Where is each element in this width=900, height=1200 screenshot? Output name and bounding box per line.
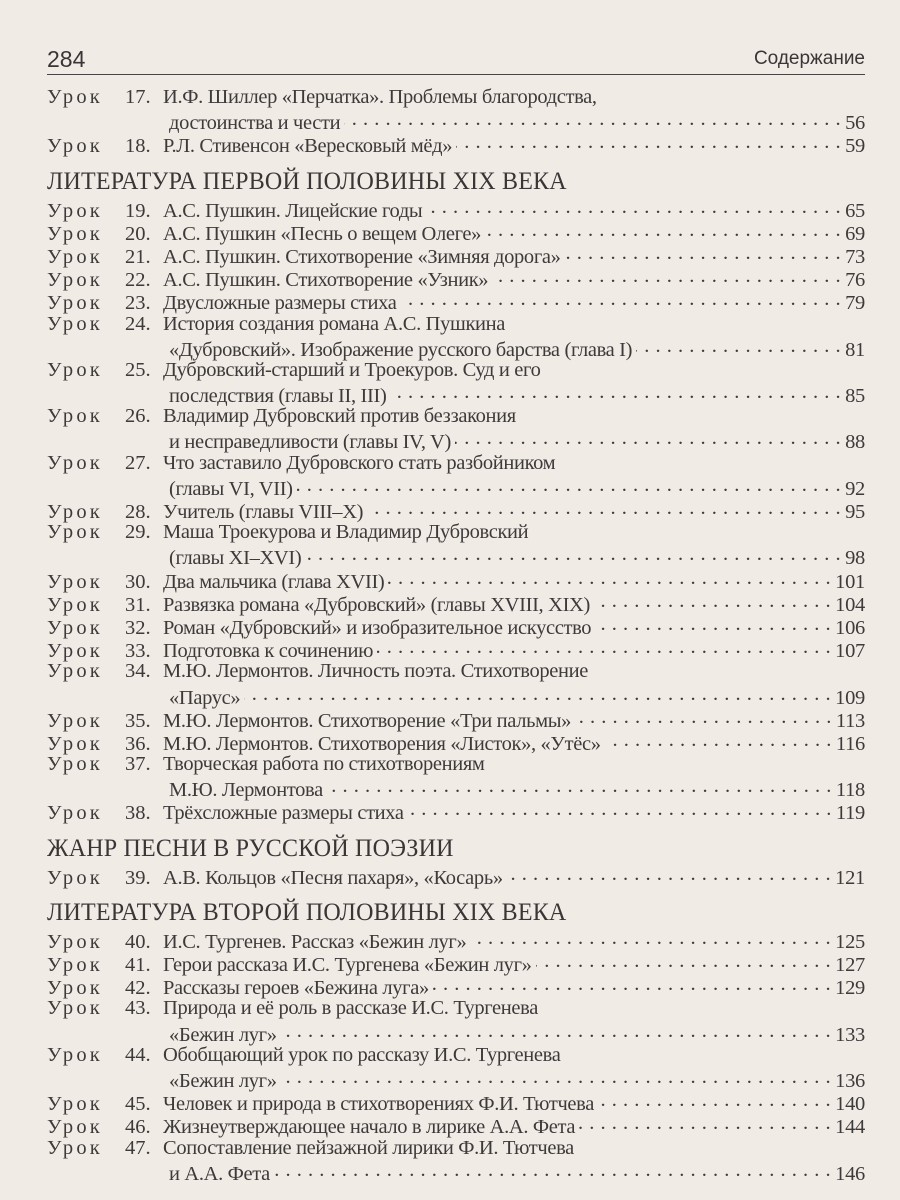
entry-line bbox=[47, 220, 865, 243]
lesson-number: 22. bbox=[125, 269, 151, 292]
page-reference: 129 bbox=[835, 977, 865, 1000]
dot-leader bbox=[377, 637, 831, 657]
lesson-label: Урок bbox=[47, 405, 103, 428]
entry-line bbox=[47, 452, 865, 475]
lesson-title: и А.А. Фета bbox=[169, 1162, 270, 1185]
dot-leader bbox=[492, 266, 841, 286]
entry-continuation-line bbox=[47, 1021, 865, 1044]
dot-leader bbox=[281, 1021, 832, 1041]
page-reference: 127 bbox=[835, 954, 865, 976]
toc-entry bbox=[47, 660, 865, 709]
toc-entry bbox=[47, 1044, 865, 1090]
toc-entry bbox=[47, 452, 865, 498]
lesson-label: Урок bbox=[47, 660, 103, 683]
lesson-number: 44. bbox=[125, 1043, 151, 1066]
dot-leader bbox=[485, 220, 841, 240]
page-reference: 88 bbox=[845, 431, 865, 454]
lesson-label: Урок bbox=[47, 709, 103, 732]
lesson-title: Маша Троекурова и Владимир Дубровский bbox=[163, 521, 529, 544]
lesson-title: Жизнеутверждающее начало в лирике А.А. Фета bbox=[163, 1116, 576, 1139]
toc-entry bbox=[47, 405, 865, 454]
lesson-label: Урок bbox=[47, 802, 103, 825]
lesson-number: 20. bbox=[125, 222, 151, 245]
lesson-label: Урок bbox=[47, 521, 103, 544]
lesson-label: Урок bbox=[47, 640, 103, 663]
dot-leader bbox=[388, 568, 831, 588]
lesson-label: Урок bbox=[47, 1093, 103, 1116]
toc-entry bbox=[47, 289, 865, 315]
lesson-title: История создания романа А.С. Пушкина bbox=[163, 312, 506, 335]
toc-entry bbox=[47, 864, 865, 887]
lesson-number: 41. bbox=[125, 954, 151, 976]
dot-leader bbox=[426, 197, 841, 217]
lesson-number: 35. bbox=[125, 709, 151, 732]
page-header bbox=[47, 42, 865, 75]
lesson-title: Герои рассказа И.С. Тургенева «Бежин луг» bbox=[163, 954, 532, 976]
dot-leader bbox=[595, 614, 831, 634]
toc-entry bbox=[47, 568, 865, 591]
page-reference: 69 bbox=[845, 222, 865, 245]
entry-continuation-line bbox=[47, 428, 865, 454]
toc-entry bbox=[47, 997, 865, 1046]
toc-entry bbox=[47, 132, 865, 158]
page-reference: 73 bbox=[845, 245, 865, 268]
lesson-title: М.Ю. Лермонтов. Стихотворения «Листок», «Утёс» bbox=[163, 732, 601, 755]
lesson-number: 47. bbox=[125, 1136, 151, 1159]
lesson-number: 28. bbox=[125, 501, 151, 523]
lesson-number: 34. bbox=[125, 660, 151, 683]
dot-leader bbox=[244, 684, 831, 704]
lesson-label: Урок bbox=[47, 501, 103, 523]
entry-line bbox=[47, 266, 865, 292]
section-heading: ЖАНР ПЕСНИ В РУССКОЙ ПОЭЗИИ bbox=[47, 834, 454, 862]
entry-line bbox=[47, 730, 865, 753]
toc-entry bbox=[47, 730, 865, 753]
lesson-title: Владимир Дубровский против беззакония bbox=[163, 405, 516, 428]
lesson-title: и несправедливости (главы IV, V) bbox=[169, 431, 451, 454]
toc-section bbox=[47, 86, 865, 156]
lesson-label: Урок bbox=[47, 1136, 103, 1159]
entry-line bbox=[47, 1044, 865, 1067]
toc-section bbox=[47, 168, 865, 823]
dot-leader bbox=[565, 243, 842, 263]
lesson-title: Два мальчика (глава XVII) bbox=[163, 570, 385, 593]
lesson-label: Урок bbox=[47, 732, 103, 755]
toc-entry bbox=[47, 753, 865, 802]
entry-line bbox=[47, 521, 865, 544]
lesson-number: 21. bbox=[125, 245, 151, 268]
page-reference: 106 bbox=[835, 616, 865, 639]
page-reference: 92 bbox=[845, 477, 865, 500]
lesson-title: Трёхсложные размеры стиха bbox=[163, 802, 404, 825]
dot-leader bbox=[281, 1067, 832, 1087]
table-of-contents bbox=[47, 86, 865, 1183]
page-number: 284 bbox=[47, 46, 86, 72]
lesson-label: Урок bbox=[47, 616, 103, 639]
lesson-number: 30. bbox=[125, 570, 151, 593]
page-reference: 101 bbox=[835, 570, 865, 593]
dot-leader bbox=[408, 799, 832, 819]
lesson-number: 18. bbox=[125, 135, 151, 158]
entry-line bbox=[47, 591, 865, 614]
dot-leader bbox=[507, 864, 831, 884]
entry-line bbox=[47, 568, 865, 591]
lesson-title: (главы XI–XVI) bbox=[169, 547, 302, 570]
page-reference: 121 bbox=[835, 866, 865, 889]
lesson-title: (главы VI, VII) bbox=[169, 477, 293, 500]
entry-line bbox=[47, 660, 865, 683]
lesson-label: Урок bbox=[47, 292, 103, 315]
lesson-number: 45. bbox=[125, 1093, 151, 1116]
lesson-title: А.С. Пушкин. Стихотворение «Узник» bbox=[163, 269, 489, 292]
dot-leader bbox=[536, 951, 832, 971]
lesson-number: 19. bbox=[125, 199, 151, 222]
dot-leader bbox=[598, 1090, 831, 1110]
toc-entry bbox=[47, 799, 865, 825]
dot-leader bbox=[327, 776, 832, 796]
toc-entry bbox=[47, 197, 865, 220]
entry-continuation-line bbox=[47, 1067, 865, 1090]
entry-line bbox=[47, 1137, 865, 1160]
toc-entry bbox=[47, 951, 865, 974]
toc-entry bbox=[47, 521, 865, 570]
page-reference: 65 bbox=[845, 199, 865, 222]
lesson-title: А.С. Пушкин. Лицейские годы bbox=[163, 199, 423, 222]
entry-line bbox=[47, 637, 865, 663]
lesson-title: «Бежин луг» bbox=[169, 1023, 277, 1046]
lesson-number: 26. bbox=[125, 405, 151, 428]
lesson-title: достоинства и чести bbox=[169, 112, 341, 135]
lesson-label: Урок bbox=[47, 1043, 103, 1066]
dot-leader bbox=[274, 1160, 831, 1180]
dot-leader bbox=[594, 591, 831, 611]
entry-line bbox=[47, 197, 865, 220]
lesson-title: Что заставило Дубровского стать разбойником bbox=[163, 451, 556, 474]
entry-continuation-line bbox=[47, 544, 865, 570]
page-reference: 116 bbox=[835, 732, 865, 755]
lesson-title: «Бежин луг» bbox=[169, 1069, 277, 1092]
entry-line bbox=[47, 243, 865, 266]
page-reference: 107 bbox=[835, 640, 865, 663]
page-reference: 81 bbox=[845, 338, 865, 361]
page-reference: 118 bbox=[835, 779, 865, 802]
entry-continuation-line bbox=[47, 1160, 865, 1183]
lesson-label: Урок bbox=[47, 312, 103, 335]
lesson-label: Урок bbox=[47, 977, 103, 1000]
page-reference: 56 bbox=[845, 112, 865, 135]
entry-line bbox=[47, 289, 865, 315]
lesson-number: 42. bbox=[125, 977, 151, 1000]
entry-line bbox=[47, 86, 865, 109]
lesson-number: 43. bbox=[125, 997, 151, 1020]
toc-entry bbox=[47, 637, 865, 663]
entry-line bbox=[47, 498, 865, 521]
lesson-label: Урок bbox=[47, 753, 103, 776]
lesson-number: 39. bbox=[125, 866, 151, 889]
entry-line bbox=[47, 1090, 865, 1116]
dot-leader bbox=[605, 730, 832, 750]
lesson-title: Учитель (главы VIII–X) bbox=[163, 501, 364, 523]
lesson-label: Урок bbox=[47, 593, 103, 616]
lesson-title: А.С. Пушкин. Стихотворение «Зимняя дорога» bbox=[163, 245, 561, 268]
entry-line bbox=[47, 405, 865, 428]
lesson-number: 31. bbox=[125, 593, 151, 616]
lesson-number: 29. bbox=[125, 521, 151, 544]
entry-continuation-line bbox=[47, 109, 865, 135]
entry-continuation-line bbox=[47, 382, 865, 408]
section-heading: ЛИТЕРАТУРА ПЕРВОЙ ПОЛОВИНЫ XIX ВЕКА bbox=[47, 167, 567, 195]
dot-leader bbox=[636, 336, 841, 356]
page-reference: 104 bbox=[835, 593, 865, 616]
lesson-label: Урок bbox=[47, 451, 103, 474]
page-reference: 133 bbox=[835, 1023, 865, 1046]
dot-leader bbox=[470, 928, 831, 948]
dot-leader bbox=[401, 289, 842, 309]
lesson-title: И.Ф. Шиллер «Перчатка». Проблемы благородства, bbox=[163, 86, 597, 108]
lesson-title: Творческая работа по стихотворениям bbox=[163, 753, 485, 776]
lesson-title: Развязка романа «Дубровский» (главы XVIII, XIX) bbox=[163, 593, 590, 616]
toc-entry bbox=[47, 220, 865, 243]
entry-line bbox=[47, 707, 865, 730]
lesson-label: Урок bbox=[47, 245, 103, 268]
lesson-number: 40. bbox=[125, 930, 151, 953]
lesson-title: последствия (главы II, III) bbox=[169, 385, 387, 408]
lesson-number: 38. bbox=[125, 802, 151, 825]
dot-leader bbox=[305, 544, 841, 564]
toc-entry bbox=[47, 928, 865, 951]
lesson-title: Сопоставление пейзажной лирики Ф.И. Тютчева bbox=[163, 1136, 574, 1159]
entry-line bbox=[47, 614, 865, 637]
page-reference: 125 bbox=[835, 930, 865, 953]
entry-line bbox=[47, 997, 865, 1020]
section-heading: ЛИТЕРАТУРА ВТОРОЙ ПОЛОВИНЫ XIX ВЕКА bbox=[47, 898, 567, 926]
lesson-title: Обобщающий урок по рассказу И.С. Тургенева bbox=[163, 1043, 561, 1066]
page-reference: 85 bbox=[845, 385, 865, 408]
page-reference: 109 bbox=[835, 686, 865, 709]
entry-line bbox=[47, 313, 865, 336]
lesson-title: И.С. Тургенев. Рассказ «Бежин луг» bbox=[163, 930, 467, 953]
lesson-title: А.В. Кольцов «Песня пахаря», «Косарь» bbox=[163, 866, 503, 889]
lesson-number: 23. bbox=[125, 292, 151, 315]
toc-section bbox=[47, 835, 865, 887]
entry-line bbox=[47, 864, 865, 887]
lesson-number: 17. bbox=[125, 86, 151, 108]
page-reference: 136 bbox=[835, 1069, 865, 1092]
entry-line bbox=[47, 928, 865, 951]
entry-line bbox=[47, 1113, 865, 1139]
toc-entry bbox=[47, 266, 865, 292]
lesson-label: Урок bbox=[47, 866, 103, 889]
lesson-label: Урок bbox=[47, 269, 103, 292]
dot-leader bbox=[433, 974, 831, 994]
lesson-title: Дубровский-старший и Троекуров. Суд и его bbox=[163, 358, 541, 381]
toc-entry bbox=[47, 358, 865, 408]
page-reference: 95 bbox=[845, 501, 865, 523]
lesson-title: А.С. Пушкин «Песнь о вещем Олеге» bbox=[163, 222, 482, 245]
toc-section bbox=[47, 899, 865, 1183]
lesson-title: Рассказы героев «Бежина луга» bbox=[163, 977, 429, 1000]
lesson-title: Человек и природа в стихотворениях Ф.И. Тютчева bbox=[163, 1093, 594, 1116]
lesson-label: Урок bbox=[47, 222, 103, 245]
page-reference: 59 bbox=[845, 135, 865, 158]
lesson-title: Роман «Дубровский» и изобразительное искусство bbox=[163, 616, 592, 639]
lesson-title: Двусложные размеры стиха bbox=[163, 292, 397, 315]
page-reference: 98 bbox=[845, 547, 865, 570]
page-reference: 79 bbox=[845, 292, 865, 315]
lesson-number: 24. bbox=[125, 312, 151, 335]
toc-entry bbox=[47, 707, 865, 730]
entry-continuation-line bbox=[47, 776, 865, 802]
entry-continuation-line bbox=[47, 336, 865, 359]
dot-leader bbox=[579, 1113, 831, 1133]
dot-leader bbox=[575, 707, 832, 727]
lesson-title: М.Ю. Лермонтова bbox=[169, 779, 323, 802]
lesson-label: Урок bbox=[47, 954, 103, 976]
lesson-title: Р.Л. Стивенсон «Вересковый мёд» bbox=[163, 135, 453, 158]
lesson-label: Урок bbox=[47, 358, 103, 381]
entry-line bbox=[47, 974, 865, 1000]
toc-entry bbox=[47, 974, 865, 1000]
dot-leader bbox=[456, 132, 841, 152]
lesson-title: Подготовка к сочинению bbox=[163, 640, 374, 663]
lesson-number: 27. bbox=[125, 451, 151, 474]
lesson-title: Природа и её роль в рассказе И.С. Тургенева bbox=[163, 997, 538, 1020]
entry-line bbox=[47, 359, 865, 382]
lesson-title: «Парус» bbox=[169, 686, 241, 709]
page-reference: 140 bbox=[835, 1093, 865, 1116]
lesson-number: 37. bbox=[125, 753, 151, 776]
entry-continuation-line bbox=[47, 684, 865, 707]
lesson-number: 46. bbox=[125, 1116, 151, 1139]
toc-entry bbox=[47, 614, 865, 637]
toc-entry bbox=[47, 498, 865, 521]
toc-entry bbox=[47, 243, 865, 266]
dot-leader bbox=[455, 428, 841, 448]
lesson-label: Урок bbox=[47, 997, 103, 1020]
lesson-label: Урок bbox=[47, 199, 103, 222]
entry-line bbox=[47, 132, 865, 158]
toc-entry bbox=[47, 313, 865, 359]
toc-entry bbox=[47, 1090, 865, 1116]
page-reference: 146 bbox=[835, 1162, 865, 1185]
lesson-number: 32. bbox=[125, 616, 151, 639]
page-reference: 144 bbox=[835, 1116, 865, 1139]
page-reference: 76 bbox=[845, 269, 865, 292]
dot-leader bbox=[297, 475, 841, 495]
lesson-label: Урок bbox=[47, 86, 103, 108]
entry-line bbox=[47, 951, 865, 974]
page-reference: 119 bbox=[835, 802, 865, 825]
lesson-label: Урок bbox=[47, 930, 103, 953]
entry-line bbox=[47, 799, 865, 825]
lesson-title: М.Ю. Лермонтов. Личность поэта. Стихотворение bbox=[163, 660, 588, 683]
toc-entry bbox=[47, 591, 865, 614]
entry-line bbox=[47, 753, 865, 776]
toc-entry bbox=[47, 1113, 865, 1139]
dot-leader bbox=[344, 109, 841, 129]
lesson-label: Урок bbox=[47, 1116, 103, 1139]
toc-entry bbox=[47, 1137, 865, 1183]
entry-continuation-line bbox=[47, 475, 865, 498]
lesson-title: «Дубровский». Изображение русского барства (глава I) bbox=[169, 338, 633, 361]
lesson-number: 25. bbox=[125, 358, 151, 381]
lesson-title: М.Ю. Лермонтов. Стихотворение «Три пальмы» bbox=[163, 709, 572, 732]
dot-leader bbox=[367, 498, 841, 518]
lesson-number: 36. bbox=[125, 732, 151, 755]
lesson-number: 33. bbox=[125, 640, 151, 663]
dot-leader bbox=[390, 382, 841, 402]
lesson-label: Урок bbox=[47, 570, 103, 593]
running-title: Содержание bbox=[753, 48, 865, 69]
lesson-label: Урок bbox=[47, 135, 103, 158]
page-reference: 113 bbox=[835, 709, 865, 732]
toc-entry bbox=[47, 86, 865, 135]
